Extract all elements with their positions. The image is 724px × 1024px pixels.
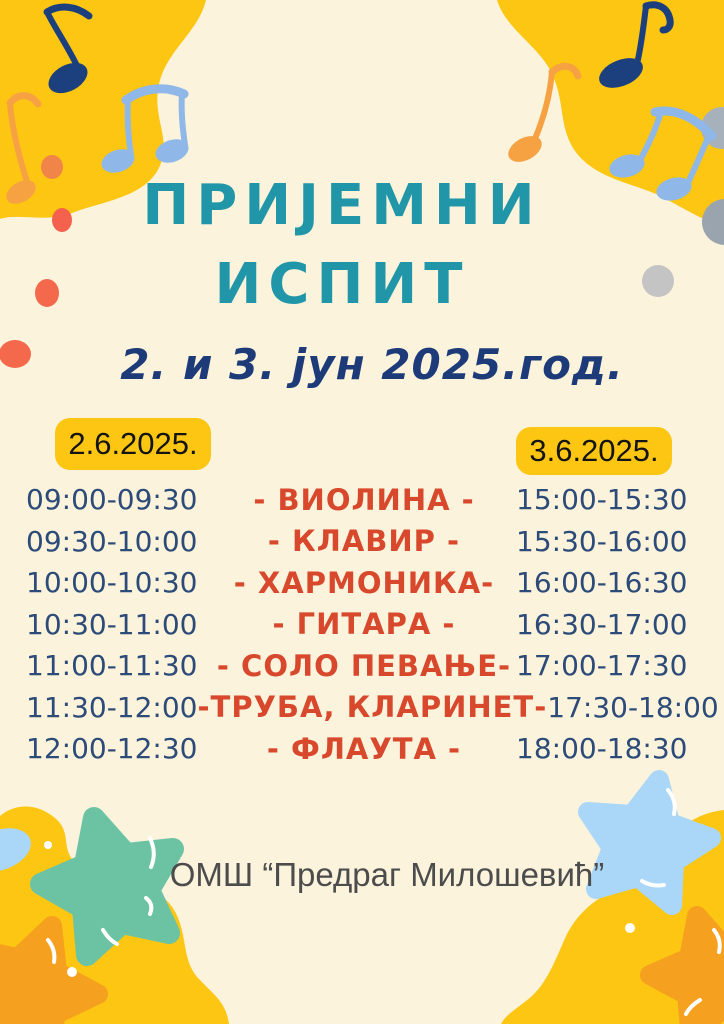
date-heading: 2. и 3. јун 2025.год. [120, 340, 624, 389]
date-badge-day2: 3.6.2025. [516, 427, 672, 475]
time-slot-left: 09:30-10:00 [26, 524, 198, 558]
time-slot-right: 15:30-16:00 [516, 524, 688, 558]
time-slot-left: 10:00-10:30 [26, 566, 198, 600]
schedule-row [26, 479, 702, 521]
time-slot-left: 11:30-12:00 [26, 690, 198, 724]
schedule-table [26, 479, 719, 770]
schedule-row [26, 562, 702, 604]
poster-title-line1: ПРИЈЕМНИ [142, 173, 542, 238]
schedule-row [26, 728, 702, 770]
poster-title [0, 166, 684, 324]
time-slot-right: 16:00-16:30 [516, 566, 688, 600]
white-dot [44, 841, 52, 849]
time-slot-left: 09:00-09:30 [26, 483, 198, 517]
white-dot [625, 923, 635, 933]
instrument-label: - СОЛО ПЕВАЊЕ- [216, 648, 512, 683]
time-slot-left: 12:00-12:30 [26, 732, 198, 766]
time-slot-right: 17:00-17:30 [516, 649, 688, 683]
time-slot-right: 16:30-17:00 [516, 607, 688, 641]
schedule-row [26, 645, 702, 687]
time-slot-right: 18:00-18:30 [516, 732, 688, 766]
instrument-label: - ФЛАУТА - [266, 731, 462, 766]
white-dot [67, 967, 77, 977]
instrument-label: - ХАРМОНИКА- [233, 565, 495, 600]
schedule-row [26, 687, 719, 729]
date-badge-day1: 2.6.2025. [55, 418, 211, 470]
school-name: ОМШ “Предраг Милошевић” [169, 856, 605, 893]
instrument-label: -ТРУБА, КЛАРИНЕТ- [197, 690, 548, 725]
schedule-row [26, 521, 702, 563]
instrument-label: - ГИТАРА - [272, 607, 456, 642]
instrument-label: - ВИОЛИНА - [253, 482, 475, 517]
time-slot-right: 15:00-15:30 [516, 483, 688, 517]
time-slot-right: 17:30-18:00 [547, 690, 719, 724]
poster-title-line2: ИСПИТ [214, 252, 470, 317]
schedule-row [26, 604, 702, 646]
instrument-label: - КЛАВИР - [267, 524, 461, 559]
time-slot-left: 11:00-11:30 [26, 649, 198, 683]
time-slot-left: 10:30-11:00 [26, 607, 198, 641]
